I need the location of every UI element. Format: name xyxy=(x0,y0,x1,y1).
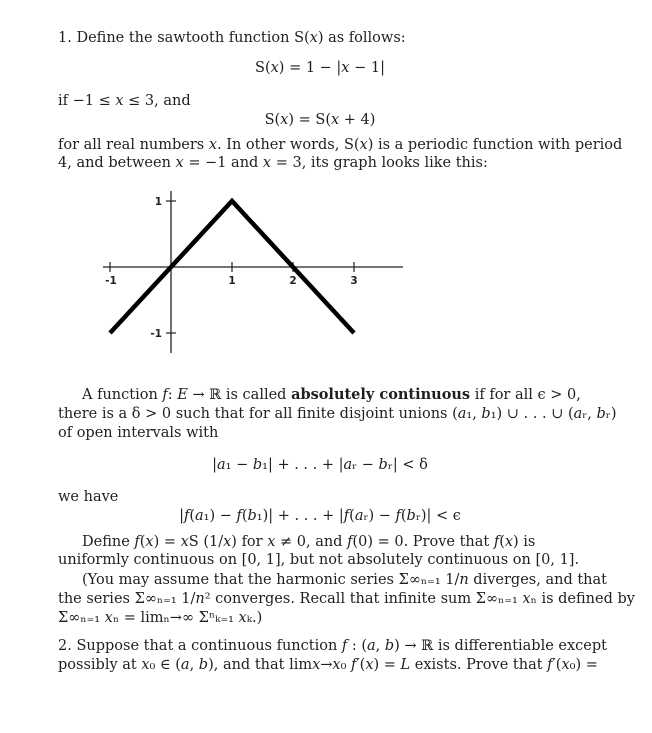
note-line-2: the series Σ∞ₙ₌₁ 1/𝑛² converges. Recall that infinite sum Σ∞ₙ₌₁ 𝑥ₙ is defined by xyxy=(58,591,635,607)
problem2-line-1: 2. Suppose that a continuous function 𝑓 : (𝑎, 𝑏) → ℝ is differentiable except xyxy=(58,638,607,654)
note-line-3: Σ∞ₙ₌₁ 𝑥ₙ = limₙ→∞ Σⁿₖ₌₁ 𝑥ₖ.) xyxy=(58,610,263,626)
definition-line-2: there is a δ > 0 such that for all finite disjoint unions (𝑎₁, 𝑏₁) ∪ . . . ∪ (𝑎ᵣ, 𝑏ᵣ) xyxy=(58,406,617,422)
problem1-intro: 1. Define the sawtooth function S(𝑥) as follows: xyxy=(58,30,406,46)
problem2-line-2: possibly at 𝑥₀ ∈ (𝑎, 𝑏), and that lim𝑥→𝑥₀ 𝑓′(𝑥) = 𝐿 exists. Prove that 𝑓′(𝑥₀) = xyxy=(58,657,598,673)
x-tick-label-0: -1 xyxy=(105,275,117,287)
equation-delta: |𝑎₁ − 𝑏₁| + . . . + |𝑎ᵣ − 𝑏ᵣ| < δ xyxy=(212,457,428,473)
note-line-1: (You may assume that the harmonic series Σ∞ₙ₌₁ 1/𝑛 diverges, and that xyxy=(82,572,607,588)
equation-periodic: S(𝑥) = S(𝑥 + 4) xyxy=(264,112,376,128)
absolutely-continuous-term: absolutely continuous xyxy=(291,386,471,403)
equation-epsilon: |𝑓(𝑎₁) − 𝑓(𝑏₁)| + . . . + |𝑓(𝑎ᵣ) − 𝑓(𝑏ᵣ)| < ϵ xyxy=(179,508,461,524)
x-tick-label-2: 2 xyxy=(289,275,297,287)
condition-text: if −1 ≤ 𝑥 ≤ 3, and xyxy=(58,93,191,109)
define-line-2: uniformly continuous on [0, 1], but not absolutely continuous on [0, 1]. xyxy=(58,552,580,568)
equation-sawtooth: S(𝑥) = 1 − |𝑥 − 1| xyxy=(255,60,385,76)
periodic-line-1: for all real numbers 𝑥. In other words, S(𝑥) is a periodic function with period xyxy=(58,137,623,153)
y-tick-label-1: -1 xyxy=(150,328,162,340)
definition-text-a: A function 𝑓: 𝐸 → ℝ is called xyxy=(82,387,292,403)
definition-line-3: of open intervals with xyxy=(58,425,219,441)
we-have-text: we have xyxy=(58,489,119,505)
sawtooth-graph xyxy=(98,188,408,360)
definition-text-b: if for all ϵ > 0, xyxy=(470,387,581,403)
x-tick-label-3: 3 xyxy=(350,275,358,287)
definition-line-1 xyxy=(82,386,581,404)
define-line-1: Define 𝑓(𝑥) = 𝑥S (1/𝑥) for 𝑥 ≠ 0, and 𝑓(0) = 0. Prove that 𝑓(𝑥) is xyxy=(82,534,536,550)
x-tick-label-1: 1 xyxy=(228,275,236,287)
y-tick-label-0: 1 xyxy=(154,196,162,208)
periodic-line-2: 4, and between 𝑥 = −1 and 𝑥 = 3, its graph looks like this: xyxy=(58,155,488,171)
